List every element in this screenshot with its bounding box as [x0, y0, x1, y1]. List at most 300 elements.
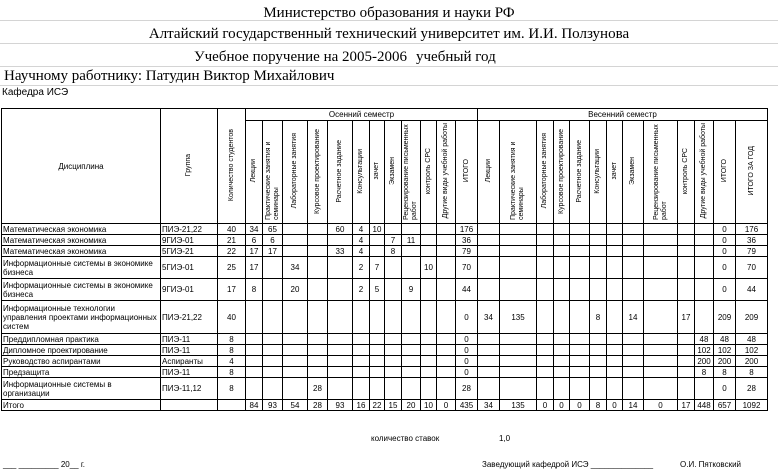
discipline-cell: Итого [2, 400, 161, 411]
spring-value-cell [644, 235, 678, 246]
worker-line [4, 68, 334, 85]
spring-value-cell [570, 345, 590, 356]
spring-value-cell [500, 257, 537, 279]
spring-value-cell [554, 334, 570, 345]
autumn-col-3: Курсовое проектирование [308, 121, 328, 224]
autumn-value-cell [308, 235, 328, 246]
autumn-col-0: Лекции [246, 121, 263, 224]
spring-value-cell [590, 246, 607, 257]
autumn-value-cell [263, 334, 283, 345]
discipline-cell: Математическая экономика [2, 235, 161, 246]
autumn-value-cell [308, 279, 328, 301]
autumn-col-4: Расчетное задание [328, 121, 353, 224]
autumn-value-cell [385, 334, 402, 345]
header-students: Количество студентов [218, 109, 246, 224]
autumn-value-cell: 79 [456, 246, 478, 257]
autumn-value-cell: 2 [353, 257, 370, 279]
autumn-value-cell [353, 356, 370, 367]
spring-value-cell [607, 334, 623, 345]
spring-value-cell [590, 235, 607, 246]
spring-value-cell: 8 [590, 301, 607, 334]
students-cell: 8 [218, 334, 246, 345]
students-cell: 40 [218, 301, 246, 334]
spring-value-cell: 14 [623, 400, 644, 411]
rates-label: количество ставок [371, 434, 440, 443]
university-title: Алтайский государственный технический университет им. И.И. Ползунова [148, 26, 630, 42]
autumn-value-cell [308, 246, 328, 257]
spring-value-cell [644, 345, 678, 356]
spring-value-cell [500, 367, 537, 378]
autumn-value-cell [437, 367, 456, 378]
spring-value-cell: 48 [736, 334, 768, 345]
group-cell: ПИЭ-11 [161, 367, 218, 378]
spring-value-cell: 48 [695, 334, 714, 345]
spring-value-cell [537, 345, 554, 356]
autumn-value-cell [385, 224, 402, 235]
spring-value-cell: 48 [714, 334, 736, 345]
spring-col-8: Рецензирование письменных работ [644, 121, 678, 224]
spring-value-cell [623, 378, 644, 400]
spring-value-cell [678, 334, 695, 345]
spring-value-cell: 209 [736, 301, 768, 334]
autumn-value-cell [402, 301, 421, 334]
spring-value-cell [644, 334, 678, 345]
header-spring: Весенний семестр [478, 109, 768, 121]
autumn-value-cell: 0 [456, 367, 478, 378]
autumn-value-cell [437, 257, 456, 279]
discipline-cell: Информационные системы в организации [2, 378, 161, 400]
autumn-value-cell [437, 345, 456, 356]
autumn-value-cell [370, 356, 385, 367]
spring-value-cell: 70 [736, 257, 768, 279]
autumn-value-cell [263, 345, 283, 356]
spring-value-cell [478, 378, 500, 400]
spring-value-cell [554, 257, 570, 279]
spring-value-cell [644, 367, 678, 378]
autumn-value-cell [421, 235, 437, 246]
autumn-value-cell: 93 [328, 400, 353, 411]
autumn-value-cell [437, 356, 456, 367]
autumn-value-cell: 6 [246, 235, 263, 246]
discipline-cell: Информационные системы в экономике бизнеса [2, 279, 161, 301]
autumn-value-cell [421, 334, 437, 345]
signature-date: ___ _________ 20__ г. [3, 460, 86, 469]
spring-value-cell: 36 [736, 235, 768, 246]
spring-value-cell: 448 [695, 400, 714, 411]
spring-value-cell [500, 356, 537, 367]
spring-value-cell [644, 257, 678, 279]
autumn-value-cell [421, 301, 437, 334]
spring-col-4: Расчетное задание [570, 121, 590, 224]
autumn-value-cell: 28 [456, 378, 478, 400]
discipline-cell: Информационные технологии управления проектами информационных систем [2, 301, 161, 334]
spring-value-cell: 44 [736, 279, 768, 301]
spring-value-cell [590, 367, 607, 378]
table-row [2, 334, 768, 345]
spring-value-cell: 8 [695, 367, 714, 378]
spring-value-cell [554, 378, 570, 400]
table-row [2, 235, 768, 246]
autumn-value-cell [421, 224, 437, 235]
autumn-value-cell: 15 [385, 400, 402, 411]
spring-value-cell [570, 246, 590, 257]
autumn-value-cell: 22 [370, 400, 385, 411]
spring-value-cell [623, 224, 644, 235]
autumn-value-cell [437, 378, 456, 400]
spring-value-cell [570, 224, 590, 235]
autumn-value-cell [402, 378, 421, 400]
autumn-col-1: Практические занятия и семинары [263, 121, 283, 224]
spring-value-cell [590, 345, 607, 356]
autumn-value-cell [370, 246, 385, 257]
spring-value-cell [678, 257, 695, 279]
header-discipline: Дисциплина [2, 109, 161, 224]
spring-value-cell [607, 356, 623, 367]
group-cell: Аспиранты [161, 356, 218, 367]
spring-value-cell [537, 257, 554, 279]
spring-value-cell [695, 257, 714, 279]
spring-value-cell [537, 378, 554, 400]
spring-value-cell: 657 [714, 400, 736, 411]
spring-value-cell [590, 378, 607, 400]
autumn-value-cell: 34 [283, 257, 308, 279]
spring-col-12: ИТОГО ЗА ГОД [736, 121, 768, 224]
spring-value-cell [537, 301, 554, 334]
students-cell: 22 [218, 246, 246, 257]
autumn-value-cell [283, 356, 308, 367]
spring-value-cell [570, 301, 590, 334]
autumn-value-cell [246, 345, 263, 356]
spring-col-7: Экзамен [623, 121, 644, 224]
discipline-cell: Математическая экономика [2, 246, 161, 257]
spring-value-cell [678, 378, 695, 400]
autumn-value-cell [328, 279, 353, 301]
spring-value-cell [554, 367, 570, 378]
autumn-value-cell: 16 [353, 400, 370, 411]
spring-value-cell [695, 246, 714, 257]
spring-value-cell [554, 235, 570, 246]
autumn-value-cell: 11 [402, 235, 421, 246]
spring-value-cell [607, 367, 623, 378]
students-cell: 8 [218, 367, 246, 378]
students-cell: 40 [218, 224, 246, 235]
spring-value-cell [570, 334, 590, 345]
spring-value-cell [554, 279, 570, 301]
spring-col-3: Курсовое проектирование [554, 121, 570, 224]
autumn-value-cell [283, 224, 308, 235]
autumn-value-cell: 9 [402, 279, 421, 301]
spring-value-cell [607, 224, 623, 235]
group-cell: 5ГИЭ-01 [161, 257, 218, 279]
autumn-col-9: контроль СРС [421, 121, 437, 224]
spring-value-cell [607, 235, 623, 246]
autumn-value-cell [246, 356, 263, 367]
spring-value-cell [590, 224, 607, 235]
spring-value-cell [623, 356, 644, 367]
autumn-value-cell [308, 356, 328, 367]
spring-value-cell: 0 [714, 279, 736, 301]
spring-value-cell [644, 378, 678, 400]
autumn-value-cell [328, 257, 353, 279]
spring-value-cell [678, 356, 695, 367]
autumn-value-cell: 10 [370, 224, 385, 235]
spring-value-cell [678, 224, 695, 235]
spring-value-cell [570, 356, 590, 367]
autumn-value-cell [370, 345, 385, 356]
spring-value-cell: 0 [714, 378, 736, 400]
spring-value-cell [678, 246, 695, 257]
autumn-value-cell [263, 378, 283, 400]
autumn-value-cell [370, 301, 385, 334]
spring-value-cell [644, 279, 678, 301]
group-cell: 5ГИЭ-21 [161, 246, 218, 257]
autumn-value-cell [263, 367, 283, 378]
table-row [2, 345, 768, 356]
spring-value-cell [644, 224, 678, 235]
spring-value-cell: 8 [590, 400, 607, 411]
spring-value-cell [478, 224, 500, 235]
table-row [2, 356, 768, 367]
spring-value-cell [590, 334, 607, 345]
spring-value-cell [695, 224, 714, 235]
group-cell: ПИЭ-11,12 [161, 378, 218, 400]
autumn-value-cell [437, 334, 456, 345]
autumn-value-cell [370, 235, 385, 246]
ministry-title: Министерство образования и науки РФ [263, 5, 515, 21]
spring-value-cell: 0 [570, 400, 590, 411]
autumn-value-cell [353, 301, 370, 334]
autumn-value-cell [353, 367, 370, 378]
spring-value-cell: 102 [736, 345, 768, 356]
spring-value-cell [695, 279, 714, 301]
autumn-value-cell: 2 [353, 279, 370, 301]
spring-value-cell [537, 246, 554, 257]
spring-value-cell [678, 345, 695, 356]
discipline-cell: Математическая экономика [2, 224, 161, 235]
autumn-value-cell: 0 [456, 334, 478, 345]
spring-value-cell: 102 [714, 345, 736, 356]
spring-value-cell [500, 279, 537, 301]
autumn-value-cell: 8 [246, 279, 263, 301]
autumn-value-cell: 10 [421, 257, 437, 279]
autumn-value-cell [421, 378, 437, 400]
spring-value-cell: 102 [695, 345, 714, 356]
spring-value-cell: 200 [695, 356, 714, 367]
spring-value-cell [623, 235, 644, 246]
spring-value-cell: 176 [736, 224, 768, 235]
autumn-value-cell: 93 [263, 400, 283, 411]
spring-col-0: Лекции [478, 121, 500, 224]
table-row [2, 224, 768, 235]
autumn-value-cell [402, 224, 421, 235]
autumn-value-cell: 435 [456, 400, 478, 411]
spring-value-cell [623, 279, 644, 301]
spring-value-cell [500, 334, 537, 345]
students-cell: 25 [218, 257, 246, 279]
autumn-value-cell [402, 356, 421, 367]
discipline-cell: Дипломное проектирование [2, 345, 161, 356]
autumn-value-cell: 5 [370, 279, 385, 301]
spring-value-cell: 200 [736, 356, 768, 367]
spring-value-cell: 0 [537, 400, 554, 411]
spring-value-cell [537, 334, 554, 345]
autumn-value-cell [283, 367, 308, 378]
autumn-col-6: зачет [370, 121, 385, 224]
autumn-value-cell: 7 [385, 235, 402, 246]
spring-value-cell [623, 367, 644, 378]
autumn-value-cell [308, 345, 328, 356]
spring-value-cell: 209 [714, 301, 736, 334]
autumn-value-cell [370, 367, 385, 378]
autumn-value-cell: 6 [263, 235, 283, 246]
autumn-value-cell [263, 279, 283, 301]
spring-value-cell [607, 279, 623, 301]
spring-value-cell [607, 345, 623, 356]
autumn-value-cell [283, 334, 308, 345]
table-row [2, 367, 768, 378]
spring-value-cell [623, 334, 644, 345]
autumn-value-cell [437, 246, 456, 257]
autumn-value-cell [385, 356, 402, 367]
spring-value-cell [478, 367, 500, 378]
autumn-value-cell [308, 334, 328, 345]
spring-value-cell: 135 [500, 301, 537, 334]
workload-table [1, 108, 768, 411]
spring-value-cell [678, 279, 695, 301]
spring-value-cell [554, 356, 570, 367]
group-cell: ПИЭ-21,22 [161, 301, 218, 334]
autumn-value-cell [328, 367, 353, 378]
spring-value-cell: 34 [478, 400, 500, 411]
spring-value-cell: 0 [554, 400, 570, 411]
spring-value-cell: 34 [478, 301, 500, 334]
autumn-value-cell: 0 [456, 356, 478, 367]
autumn-value-cell [263, 257, 283, 279]
autumn-value-cell [328, 334, 353, 345]
autumn-value-cell [385, 301, 402, 334]
autumn-value-cell [263, 301, 283, 334]
group-cell: ПИЭ-21,22 [161, 224, 218, 235]
spring-value-cell: 17 [678, 301, 695, 334]
autumn-value-cell: 0 [437, 400, 456, 411]
autumn-value-cell: 28 [308, 378, 328, 400]
spring-value-cell: 0 [714, 224, 736, 235]
autumn-value-cell: 4 [353, 235, 370, 246]
autumn-value-cell [283, 301, 308, 334]
spring-value-cell: 0 [644, 400, 678, 411]
spring-col-11: ИТОГО [714, 121, 736, 224]
autumn-value-cell: 4 [353, 224, 370, 235]
spring-value-cell [590, 257, 607, 279]
autumn-value-cell: 65 [263, 224, 283, 235]
spring-value-cell [478, 235, 500, 246]
discipline-cell: Предзащита [2, 367, 161, 378]
spring-value-cell [590, 356, 607, 367]
department-label: Кафедра ИСЭ [2, 87, 69, 98]
spring-value-cell [478, 334, 500, 345]
autumn-value-cell [421, 356, 437, 367]
spring-value-cell [570, 367, 590, 378]
autumn-value-cell: 4 [353, 246, 370, 257]
spring-value-cell [695, 301, 714, 334]
spring-value-cell [500, 345, 537, 356]
autumn-value-cell [402, 345, 421, 356]
spring-value-cell [478, 246, 500, 257]
group-cell: ПИЭ-11 [161, 345, 218, 356]
autumn-value-cell: 20 [283, 279, 308, 301]
spring-value-cell: 17 [678, 400, 695, 411]
table-row [2, 279, 768, 301]
autumn-value-cell: 10 [421, 400, 437, 411]
spring-value-cell [537, 367, 554, 378]
students-cell: 8 [218, 345, 246, 356]
autumn-value-cell [246, 301, 263, 334]
spring-value-cell [678, 235, 695, 246]
autumn-value-cell: 17 [246, 257, 263, 279]
table-row [2, 257, 768, 279]
autumn-value-cell [385, 257, 402, 279]
discipline-cell: Информационные системы в экономике бизнеса [2, 257, 161, 279]
plan-suffix: учебный год [416, 49, 496, 65]
autumn-value-cell: 44 [456, 279, 478, 301]
autumn-value-cell [402, 257, 421, 279]
spring-value-cell [570, 235, 590, 246]
spring-value-cell: 200 [714, 356, 736, 367]
spring-value-cell [537, 224, 554, 235]
autumn-value-cell [421, 345, 437, 356]
autumn-value-cell [308, 224, 328, 235]
autumn-value-cell [437, 224, 456, 235]
spring-value-cell [607, 301, 623, 334]
autumn-value-cell [328, 301, 353, 334]
spring-value-cell [590, 279, 607, 301]
spring-value-cell [478, 345, 500, 356]
table-row [2, 378, 768, 400]
autumn-value-cell [328, 378, 353, 400]
autumn-value-cell [402, 334, 421, 345]
spring-value-cell [554, 345, 570, 356]
autumn-value-cell: 0 [456, 345, 478, 356]
students-cell: 4 [218, 356, 246, 367]
autumn-value-cell [353, 334, 370, 345]
autumn-value-cell [353, 378, 370, 400]
group-cell: 9ГИЭ-01 [161, 279, 218, 301]
autumn-value-cell [421, 246, 437, 257]
autumn-col-11: ИТОГО [456, 121, 478, 224]
group-cell: 9ГИЭ-01 [161, 235, 218, 246]
autumn-value-cell [328, 345, 353, 356]
spring-value-cell [623, 257, 644, 279]
spring-col-6: зачет [607, 121, 623, 224]
autumn-value-cell [437, 279, 456, 301]
spring-value-cell [678, 367, 695, 378]
autumn-value-cell: 176 [456, 224, 478, 235]
autumn-value-cell: 17 [246, 246, 263, 257]
spring-value-cell [695, 235, 714, 246]
head-signature: Заведующий кафедрой ИСЭ ______________ [482, 460, 654, 469]
autumn-value-cell [402, 367, 421, 378]
autumn-value-cell [385, 367, 402, 378]
autumn-value-cell: 20 [402, 400, 421, 411]
autumn-value-cell [308, 301, 328, 334]
spring-value-cell: 135 [500, 400, 537, 411]
spring-value-cell [644, 246, 678, 257]
spring-value-cell: 0 [714, 235, 736, 246]
autumn-value-cell [385, 279, 402, 301]
autumn-col-10: Другие виды учебной работы [437, 121, 456, 224]
spring-value-cell [607, 378, 623, 400]
autumn-value-cell [328, 235, 353, 246]
